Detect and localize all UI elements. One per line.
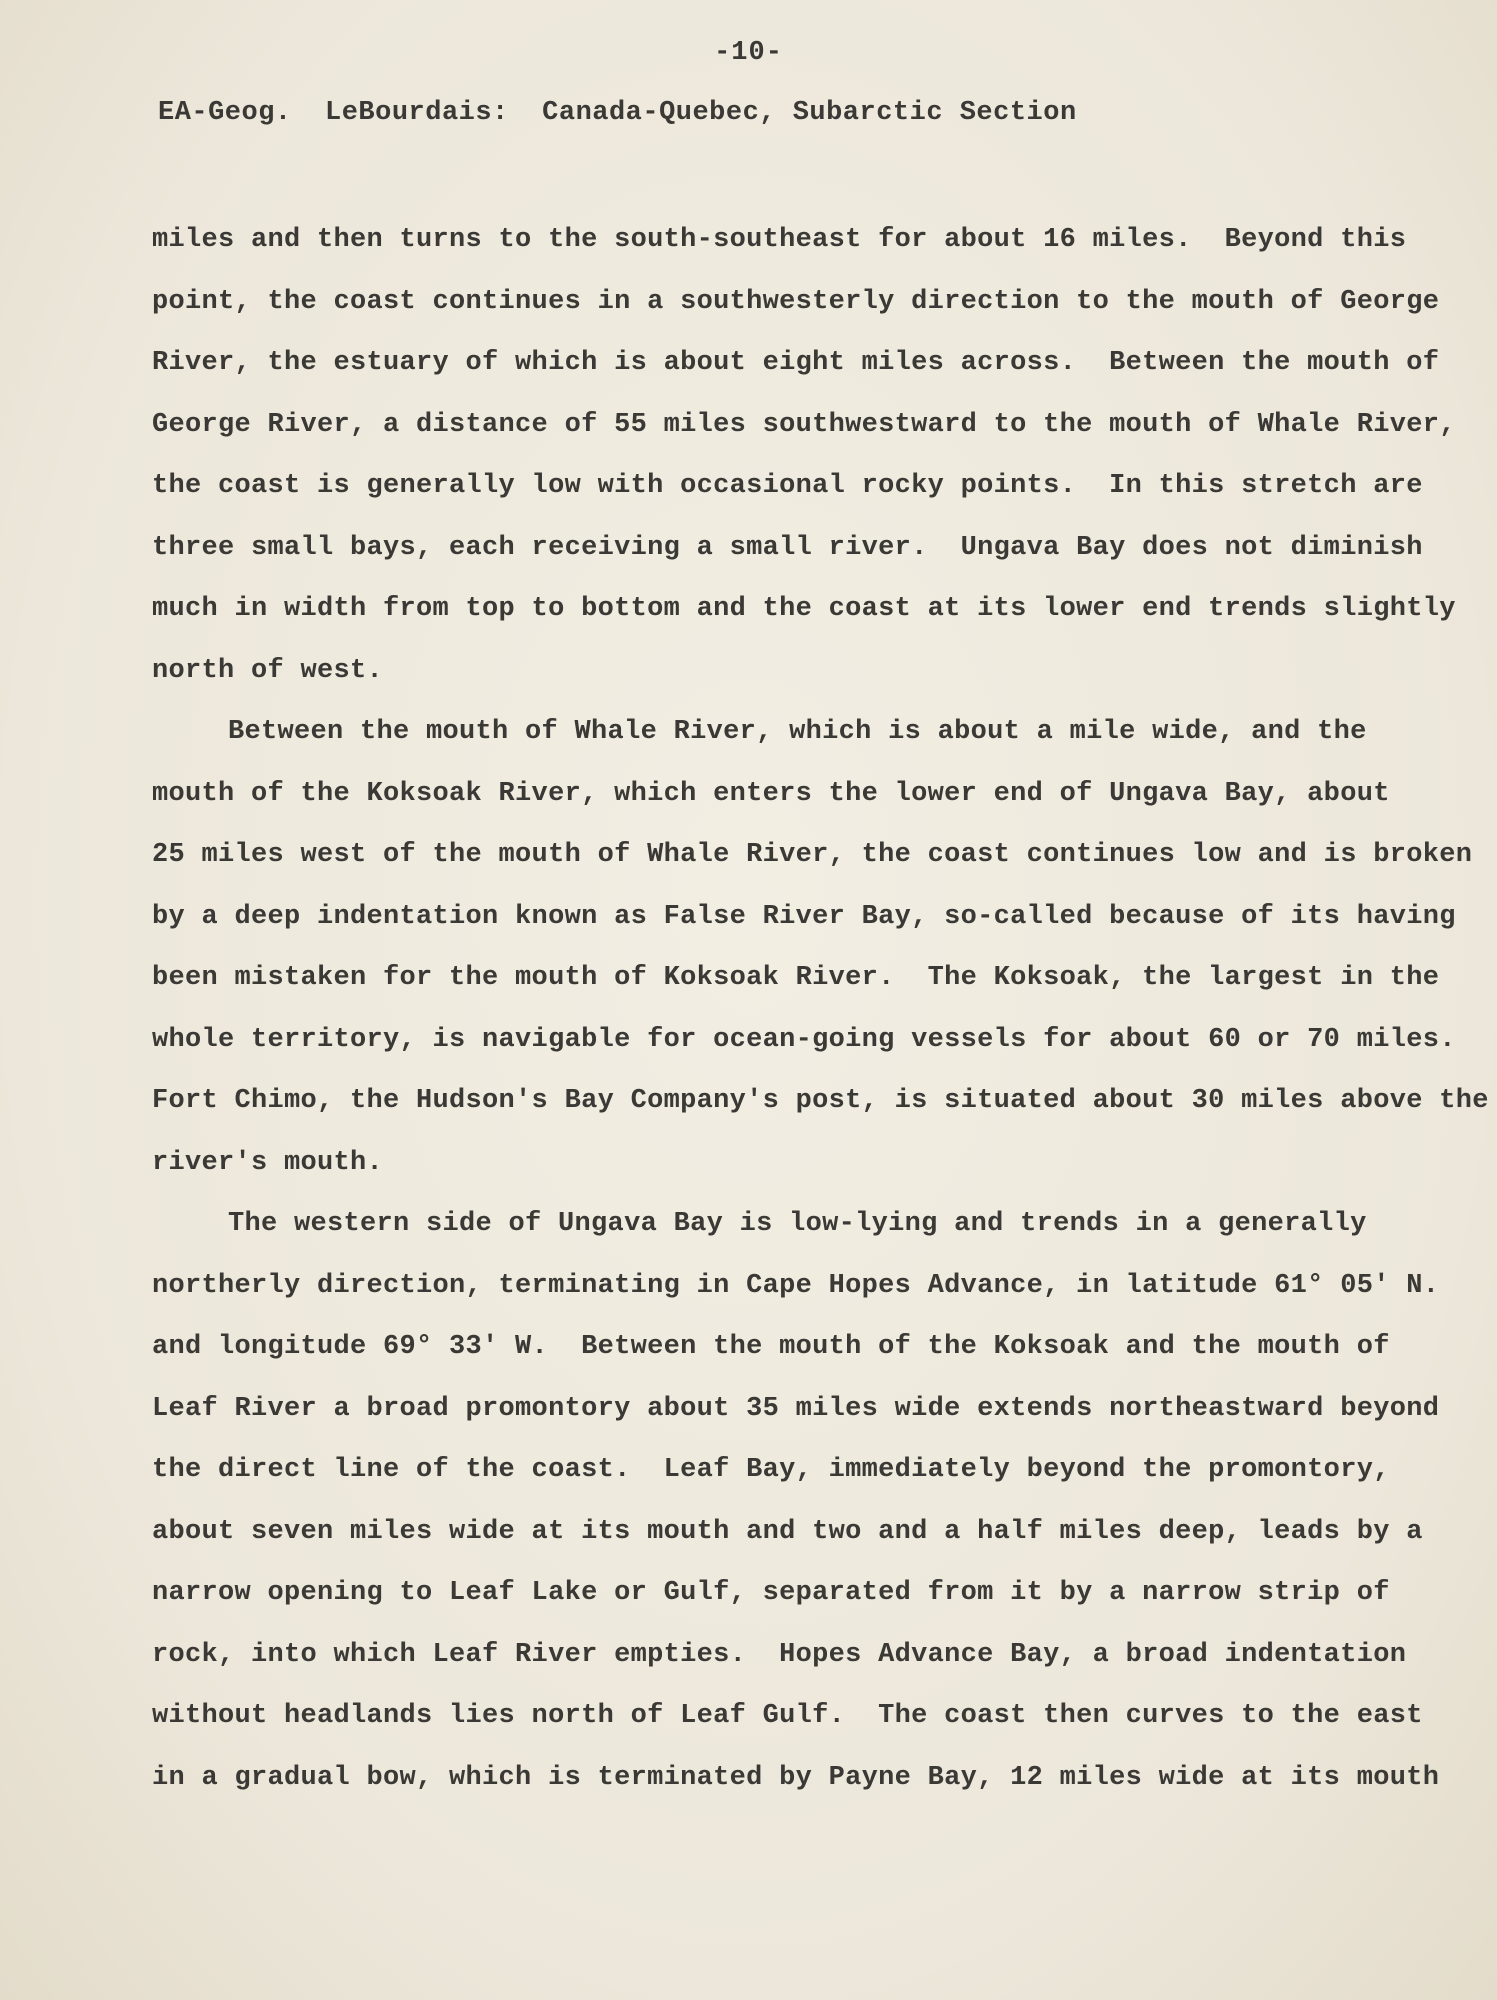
text-line: Fort Chimo, the Hudson's Bay Company's post, is situated about 30 miles above the [152,1086,1489,1116]
text-line: the coast is generally low with occasional rocky points. In this stretch are [152,471,1423,501]
text-line: and longitude 69° 33' W. Between the mouth of the Koksoak and the mouth of [152,1332,1390,1362]
body-text [152,218,1489,1817]
running-header: EA-Geog. LeBourdais: Canada-Quebec, Subarctic Section [158,98,1077,128]
text-line: rock, into which Leaf River empties. Hopes Advance Bay, a broad indentation [152,1639,1407,1670]
paragraph-1 [152,218,1456,710]
text-line: Between the mouth of Whale River, which is about a mile wide, and the [228,717,1367,747]
text-line: whole territory, is navigable for ocean-going vessels for about 60 or 70 miles. [152,1024,1456,1055]
text-line: been mistaken for the mouth of Koksoak River. The Koksoak, the largest in the [152,963,1440,993]
text-line: narrow opening to Leaf Lake or Gulf, separated from it by a narrow strip of [152,1578,1390,1608]
page-number: -10- [714,38,783,68]
text-line: north of west. [152,655,384,686]
text-line: much in width from top to bottom and the coast at its lower end trends slightly [152,594,1456,624]
text-line: mouth of the Koksoak River, which enters the lower end of Ungava Bay, about [152,778,1390,809]
text-line: in a gradual bow, which is terminated by Payne Bay, 12 miles wide at its mouth [152,1762,1440,1793]
text-line: 25 miles west of the mouth of Whale River, the coast continues low and is broken [152,840,1473,870]
paragraph-3 [152,1202,1440,1817]
text-line: George River, a distance of 55 miles southwestward to the mouth of Whale River, [152,409,1456,440]
text-line: three small bays, each receiving a small river. Ungava Bay does not diminish [152,532,1423,563]
text-line: The western side of Ungava Bay is low-lying and trends in a generally [228,1209,1367,1239]
text-line: by a deep indentation known as False River Bay, so-called because of its having [152,901,1456,932]
paragraph-2 [152,710,1489,1202]
text-line: point, the coast continues in a southwesterly direction to the mouth of George [152,286,1440,317]
text-line: Leaf River a broad promontory about 35 miles wide extends northeastward beyond [152,1393,1440,1424]
text-line: miles and then turns to the south-southeast for about 16 miles. Beyond this [152,225,1407,255]
text-line: about seven miles wide at its mouth and two and a half miles deep, leads by a [152,1516,1423,1547]
text-line: the direct line of the coast. Leaf Bay, immediately beyond the promontory, [152,1455,1390,1485]
text-line: without headlands lies north of Leaf Gulf. The coast then curves to the east [152,1701,1423,1731]
text-line: River, the estuary of which is about eight miles across. Between the mouth of [152,348,1440,378]
text-line: northerly direction, terminating in Cape Hopes Advance, in latitude 61° 05' N. [152,1270,1440,1301]
text-line: river's mouth. [152,1147,384,1178]
